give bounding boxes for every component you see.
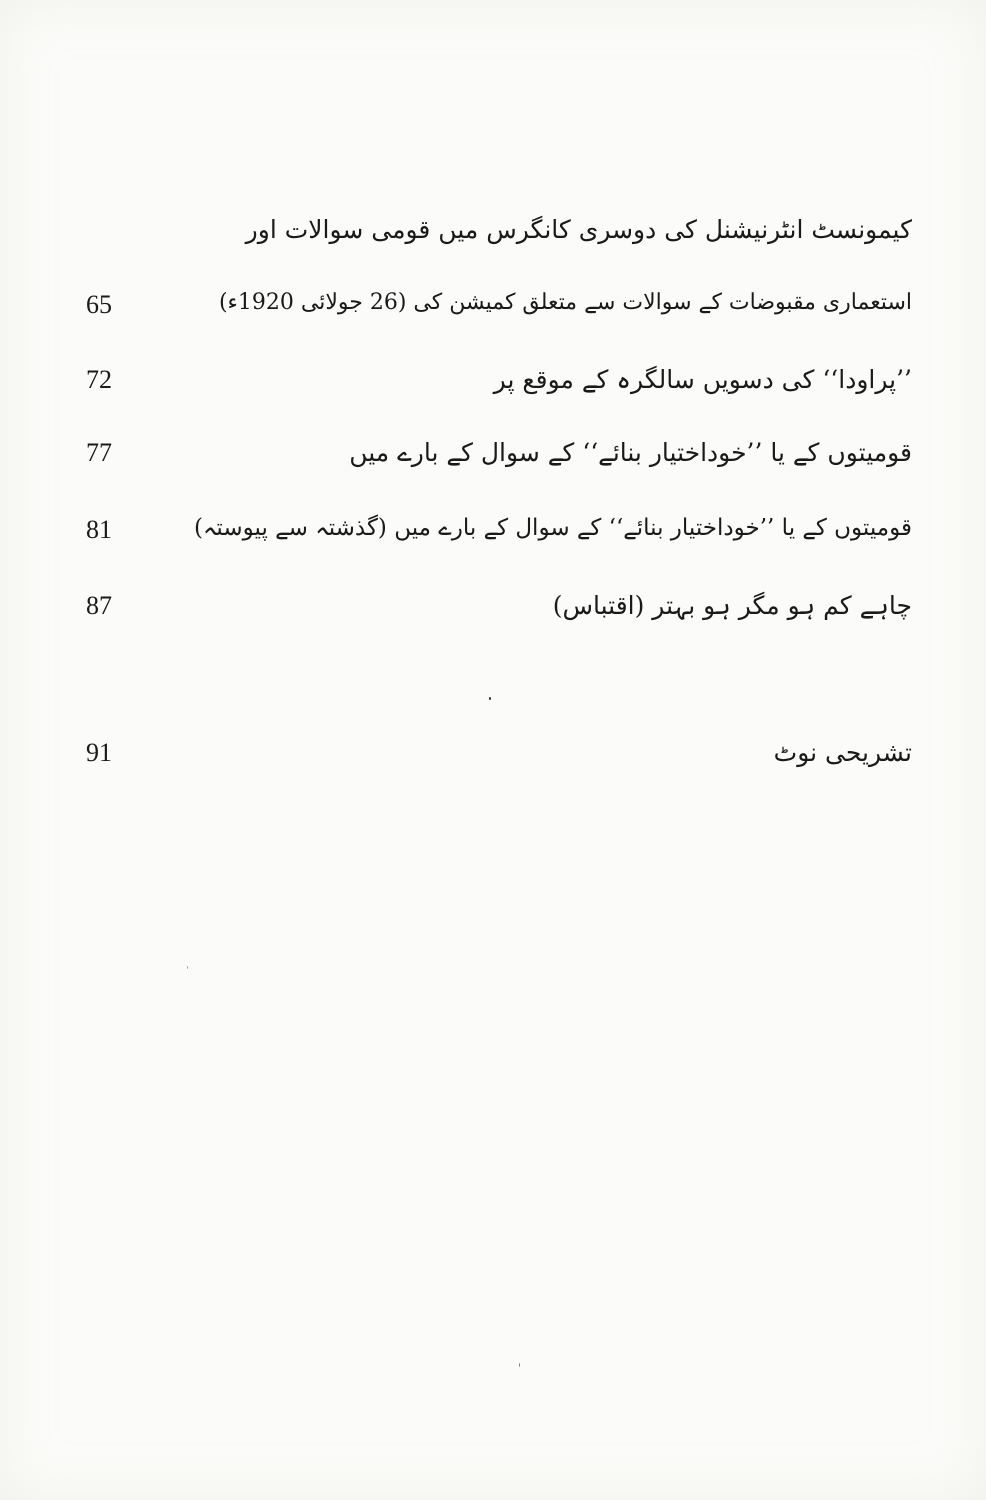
toc-entry-title: قومیتوں کے یا ’’خوداختیار بنائے‘‘ کے سوال کے بارے میں: [349, 438, 912, 467]
toc-page-number: 87: [86, 591, 112, 620]
toc-page-number: 77: [86, 438, 112, 467]
toc-page-number: 81: [86, 515, 112, 544]
scan-speck: [489, 697, 491, 700]
scan-speck: [187, 966, 188, 969]
toc-page-number: 72: [86, 365, 112, 394]
toc-entry-title: ’’پراودا‘‘ کی دسویں سالگرہ کے موقع پر: [493, 365, 912, 394]
scan-speck: [519, 1363, 520, 1367]
toc-entry-title: کیمونسٹ انٹرنیشنل کی دوسری کانگرس میں قومی سوالات اور: [245, 215, 912, 244]
toc-page-number: 91: [86, 738, 112, 767]
toc-page-number: 65: [86, 290, 112, 319]
toc-entry-title: استعماری مقبوضات کے سوالات سے متعلق کمیشن کی (26 جولائی 1920ء): [218, 290, 912, 315]
toc-entry-title: تشریحی نوٹ: [773, 738, 912, 767]
toc-entry-title: چاہے کم ہو مگر ہو بہتر (اقتباس): [552, 591, 912, 620]
toc-entry-title: قومیتوں کے یا ’’خوداختیار بنائے‘‘ کے سوال کے بارے میں (گذشتہ سے پیوستہ): [193, 515, 912, 541]
